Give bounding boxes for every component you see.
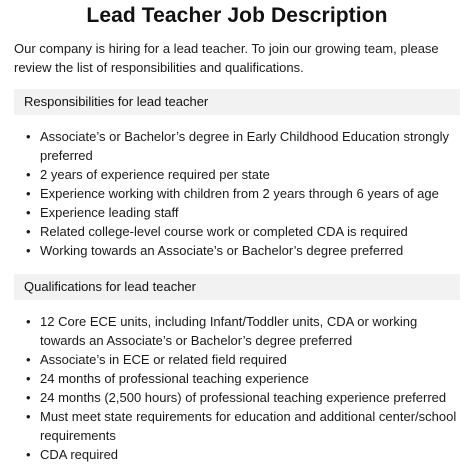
bullet-icon: • [26,205,31,220]
qualifications-header: Qualifications for lead teacher [14,274,460,300]
qualifications-section [14,274,460,464]
bullet-icon: • [26,352,31,367]
list-item-text: Associate’s in ECE or related field required [40,352,287,367]
bullet-icon: • [26,243,31,258]
qualifications-list [14,312,460,464]
list-item-text: Related college-level course work or completed CDA is required [40,224,408,239]
list-item [26,445,460,464]
list-item-text: Working towards an Associate’s or Bachelor’s degree preferred [40,243,404,258]
list-item [26,388,460,407]
list-item-text: Experience leading staff [40,205,179,220]
list-item [26,369,460,388]
bullet-icon: • [26,167,31,182]
bullet-icon: • [26,447,31,462]
page-title: Lead Teacher Job Description [86,4,388,27]
bullet-icon: • [26,409,31,424]
bullet-icon: • [26,390,31,405]
list-item-text: 12 Core ECE units, including Infant/Toddler units, CDA or working towards an Associate’s or Bachelor’s degree preferred [40,314,418,348]
list-item-text: Experience working with children from 2 years through 6 years of age [40,186,439,201]
list-item-text: 24 months of professional teaching experience [40,371,309,386]
bullet-icon: • [26,371,31,386]
list-item [26,407,460,445]
responsibilities-list [14,127,460,260]
list-item [26,127,460,165]
list-item [26,222,460,241]
responsibilities-section [14,89,460,260]
intro-paragraph: Our company is hiring for a lead teacher. To join our growing team, please review the list of responsibilities and qualifications. [14,41,439,75]
list-item [26,165,460,184]
bullet-icon: • [26,129,31,144]
list-item [26,203,460,222]
bullet-icon: • [26,314,31,329]
list-item [26,312,460,350]
list-item [26,350,460,369]
list-item-text: 2 years of experience required per state [40,167,270,182]
bullet-icon: • [26,186,31,201]
bullet-icon: • [26,224,31,239]
list-item-text: Must meet state requirements for education and additional center/school requirements [40,409,457,443]
list-item-text: 24 months (2,500 hours) of professional teaching experience preferred [40,390,447,405]
responsibilities-header: Responsibilities for lead teacher [14,89,460,115]
list-item [26,184,460,203]
list-item-text: Associate’s or Bachelor’s degree in Early Childhood Education strongly preferred [40,129,450,163]
list-item-text: CDA required [40,447,119,462]
list-item [26,241,460,260]
